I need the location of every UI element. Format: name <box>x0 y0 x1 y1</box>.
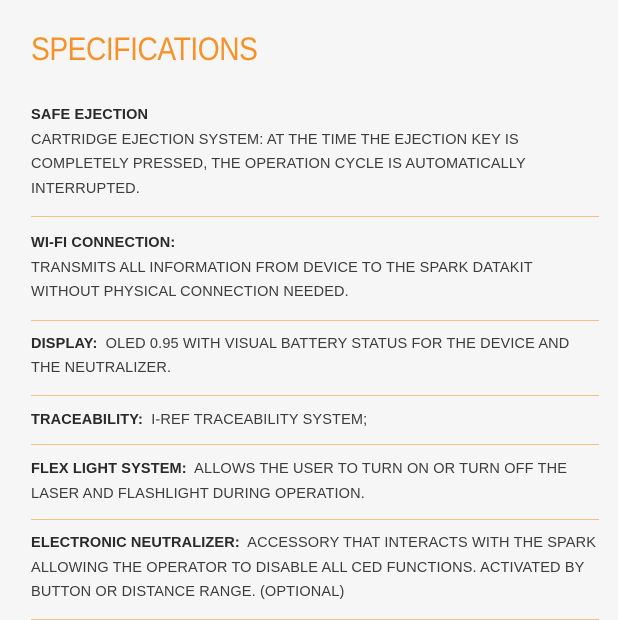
spec-item-traceability <box>31 396 599 446</box>
spec-description: ALLOWS THE USER TO TURN ON OR TURN OFF THE LASER AND FLASHLIGHT DURING OPERATION. <box>31 461 568 502</box>
spec-item-flex-light-system <box>31 445 599 520</box>
spec-description: CARTRIDGE EJECTION SYSTEM: AT THE TIME THE EJECTION KEY IS COMPLETELY PRESSED, THE OPERATION CYCLE IS AUTOMATICALLY INTERRUPTED. <box>31 131 526 197</box>
page-title: SPECIFICATIONS <box>31 31 258 67</box>
spec-description: I-REF TRACEABILITY SYSTEM; <box>151 411 368 428</box>
spec-description: ACCESSORY THAT INTERACTS WITH THE SPARK ALLOWING THE OPERATOR TO DISABLE ALL CED FUNCTIONS. ACTIVATED BY BUTTON OR DISTANCE RANGE. (OPTIONAL) <box>31 535 597 600</box>
spec-item-electronic-neutralizer <box>31 520 599 620</box>
spec-label: FLEX LIGHT SYSTEM: <box>31 461 187 477</box>
spec-description: TRANSMITS ALL INFORMATION FROM DEVICE TO THE SPARK DATAKIT WITHOUT PHYSICAL CONNECTION NEEDED. <box>31 259 533 300</box>
spec-label: WI-FI CONNECTION: <box>31 235 176 251</box>
spec-label: SAFE EJECTION <box>31 107 149 123</box>
spec-label: DISPLAY: <box>31 335 98 352</box>
spec-list <box>31 103 599 620</box>
spec-label: TRACEABILITY: <box>31 411 144 428</box>
spec-label: ELECTRONIC NEUTRALIZER: <box>31 535 240 551</box>
spec-description: OLED 0.95 WITH VISUAL BATTERY STATUS FOR THE DEVICE AND THE NEUTRALIZER. <box>31 335 570 376</box>
spec-item-display <box>31 321 599 396</box>
spec-item-wifi-connection <box>31 217 599 321</box>
spec-item-safe-ejection <box>31 103 599 217</box>
